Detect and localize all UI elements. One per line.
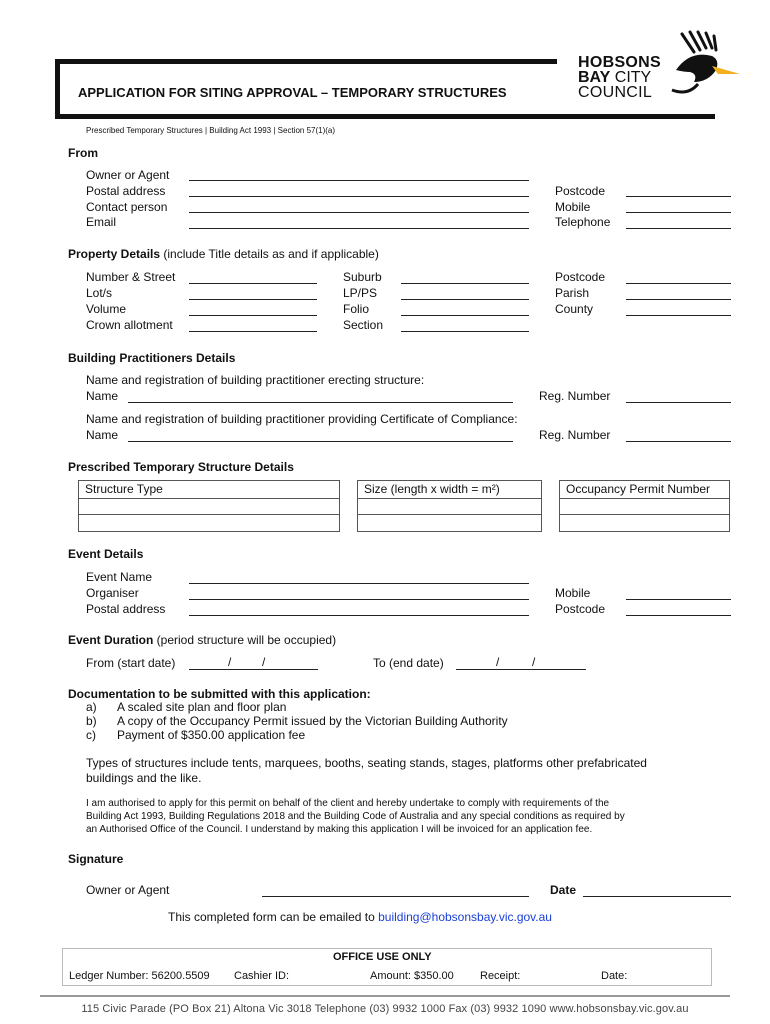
certificate-reg-field[interactable] bbox=[626, 441, 731, 442]
signature-field[interactable] bbox=[262, 896, 529, 897]
postal-address-field[interactable] bbox=[189, 196, 529, 197]
lot-label: Lot/s bbox=[86, 286, 113, 300]
structure-type-row-divider bbox=[79, 514, 339, 515]
duration-heading-note: (period structure will be occupied) bbox=[153, 633, 337, 647]
contact-person-label: Contact person bbox=[86, 200, 168, 214]
authorisation-line-1: I am authorised to apply for this permit on behalf of the client and hereby undertake to comply with requirements of the bbox=[86, 798, 610, 809]
property-heading bbox=[68, 247, 379, 261]
title-frame-top bbox=[55, 59, 557, 64]
erecting-name-field[interactable] bbox=[128, 402, 513, 403]
from-mobile-label: Mobile bbox=[555, 200, 591, 214]
structure-types-line-2: buildings and the like. bbox=[86, 771, 202, 785]
organiser-label: Organiser bbox=[86, 586, 139, 600]
folio-field[interactable] bbox=[401, 315, 529, 316]
footer-rule bbox=[40, 995, 730, 997]
volume-field[interactable] bbox=[189, 315, 317, 316]
duration-heading bbox=[68, 633, 336, 647]
signature-date-label: Date bbox=[550, 883, 577, 897]
property-heading-bold: Property Details bbox=[68, 247, 161, 261]
end-date-field[interactable] bbox=[456, 669, 586, 670]
office-use-heading: OFFICE USE ONLY bbox=[333, 951, 432, 963]
lpps-label: LP/PS bbox=[343, 286, 378, 300]
email-instruction bbox=[168, 910, 552, 924]
doc-item-b-text: A copy of the Occupancy Permit issued by the Victorian Building Authority bbox=[117, 714, 508, 728]
authorisation-line-2: Building Act 1993, Building Regulations 2018 and the Building Code of Australia and any special conditions as required by bbox=[86, 811, 625, 822]
parish-label: Parish bbox=[555, 286, 590, 300]
certificate-reg-label: Reg. Number bbox=[539, 428, 611, 442]
from-heading: From bbox=[68, 146, 98, 160]
section-field[interactable] bbox=[401, 331, 529, 332]
erecting-reg-label: Reg. Number bbox=[539, 389, 611, 403]
certificate-name-field[interactable] bbox=[128, 441, 513, 442]
structure-type-table[interactable] bbox=[78, 480, 340, 532]
folio-label: Folio bbox=[343, 302, 370, 316]
office-use-box bbox=[62, 948, 712, 986]
logo-line-2b: CITY bbox=[610, 69, 652, 86]
occupancy-permit-table[interactable] bbox=[559, 480, 730, 532]
duration-heading-bold: Event Duration bbox=[68, 633, 154, 647]
structure-type-header: Structure Type bbox=[79, 481, 339, 499]
lpps-field[interactable] bbox=[401, 299, 529, 300]
county-label: County bbox=[555, 302, 594, 316]
doc-item-c-text: Payment of $350.00 application fee bbox=[117, 728, 306, 742]
structure-size-row-divider bbox=[358, 514, 541, 515]
authorisation-line-3: an Authorised Office of the Council. I understand by making this application I will be invoiced for an application fee. bbox=[86, 824, 593, 835]
logo-line-2a: BAY bbox=[578, 69, 611, 86]
council-logo-text bbox=[578, 55, 661, 100]
email-field[interactable] bbox=[189, 228, 529, 229]
office-receipt: Receipt: bbox=[480, 970, 521, 982]
ledger-number: Ledger Number: 56200.5509 bbox=[69, 970, 210, 982]
start-date-slash-2: / bbox=[262, 655, 266, 669]
certificate-intro: Name and registration of building practitioner providing Certificate of Compliance: bbox=[86, 412, 518, 426]
doc-item-b-letter: b) bbox=[86, 714, 97, 728]
property-heading-note: (include Title details as and if applicable) bbox=[160, 247, 379, 261]
property-postcode-field[interactable] bbox=[626, 283, 731, 284]
number-street-field[interactable] bbox=[189, 283, 317, 284]
end-date-slash-2: / bbox=[532, 655, 536, 669]
owner-agent-field[interactable] bbox=[189, 180, 529, 181]
contact-person-field[interactable] bbox=[189, 212, 529, 213]
form-subtitle: Prescribed Temporary Structures | Building Act 1993 | Section 57(1)(a) bbox=[86, 126, 336, 135]
cashier-id: Cashier ID: bbox=[234, 970, 290, 982]
suburb-label: Suburb bbox=[343, 270, 382, 284]
crown-allotment-field[interactable] bbox=[189, 331, 317, 332]
email-link[interactable]: building@hobsonsbay.vic.gov.au bbox=[378, 910, 552, 924]
event-name-label: Event Name bbox=[86, 570, 153, 584]
parish-field[interactable] bbox=[626, 299, 731, 300]
erecting-name-label: Name bbox=[86, 389, 119, 403]
start-date-field[interactable] bbox=[189, 669, 318, 670]
erecting-reg-field[interactable] bbox=[626, 402, 731, 403]
event-postcode-label: Postcode bbox=[555, 602, 606, 616]
structure-size-table[interactable] bbox=[357, 480, 542, 532]
event-postal-field[interactable] bbox=[189, 615, 529, 616]
footer-address: 115 Civic Parade (PO Box 21) Altona Vic 3018 Telephone (03) 9932 1000 Fax (03) 9932 1090 www.hobsonsbay.vic.gov.au bbox=[81, 1003, 689, 1015]
logo-line-3: COUNCIL bbox=[578, 84, 653, 101]
form-title: APPLICATION FOR SITING APPROVAL – TEMPORARY STRUCTURES bbox=[78, 85, 507, 100]
event-postal-label: Postal address bbox=[86, 602, 166, 616]
office-date: Date: bbox=[601, 970, 628, 982]
start-date-label: From (start date) bbox=[86, 656, 176, 670]
office-amount: Amount: $350.00 bbox=[370, 970, 454, 982]
owner-agent-label: Owner or Agent bbox=[86, 168, 170, 182]
from-postcode-field[interactable] bbox=[626, 196, 731, 197]
doc-item-a-text: A scaled site plan and floor plan bbox=[117, 700, 287, 714]
property-postcode-label: Postcode bbox=[555, 270, 606, 284]
start-date-slash-1: / bbox=[228, 655, 232, 669]
volume-label: Volume bbox=[86, 302, 127, 316]
number-street-label: Number & Street bbox=[86, 270, 176, 284]
occupancy-permit-row-divider bbox=[560, 514, 729, 515]
title-frame-bottom bbox=[55, 114, 715, 119]
occupancy-permit-header: Occupancy Permit Number bbox=[560, 481, 729, 499]
doc-item-c-letter: c) bbox=[86, 728, 96, 742]
from-postcode-label: Postcode bbox=[555, 184, 606, 198]
email-label: Email bbox=[86, 215, 117, 229]
email-instruction-text: This completed form can be emailed to bbox=[168, 910, 379, 924]
signature-heading: Signature bbox=[68, 852, 124, 866]
pelican-logo-icon bbox=[668, 30, 742, 100]
end-date-slash-1: / bbox=[496, 655, 500, 669]
doc-item-a-letter: a) bbox=[86, 700, 97, 714]
erecting-intro: Name and registration of building practitioner erecting structure: bbox=[86, 373, 425, 387]
postal-address-label: Postal address bbox=[86, 184, 166, 198]
structure-size-header: Size (length x width = m²) bbox=[358, 481, 541, 499]
from-telephone-label: Telephone bbox=[555, 215, 611, 229]
structure-heading: Prescribed Temporary Structure Details bbox=[68, 460, 294, 474]
title-frame-left bbox=[55, 59, 60, 119]
from-telephone-field[interactable] bbox=[626, 228, 731, 229]
documentation-heading: Documentation to be submitted with this application: bbox=[68, 687, 371, 701]
end-date-label: To (end date) bbox=[373, 656, 444, 670]
practitioners-heading: Building Practitioners Details bbox=[68, 351, 236, 365]
logo-line-1: HOBSONS bbox=[578, 54, 661, 71]
structure-types-line-1: Types of structures include tents, marquees, booths, seating stands, stages, platforms other prefabricated bbox=[86, 756, 647, 770]
certificate-name-label: Name bbox=[86, 428, 119, 442]
signature-date-field[interactable] bbox=[583, 896, 731, 897]
signature-owner-label: Owner or Agent bbox=[86, 883, 170, 897]
event-name-field[interactable] bbox=[189, 583, 529, 584]
event-mobile-field[interactable] bbox=[626, 599, 731, 600]
county-field[interactable] bbox=[626, 315, 731, 316]
organiser-field[interactable] bbox=[189, 599, 529, 600]
event-mobile-label: Mobile bbox=[555, 586, 591, 600]
event-postcode-field[interactable] bbox=[626, 615, 731, 616]
section-label: Section bbox=[343, 318, 384, 332]
from-mobile-field[interactable] bbox=[626, 212, 731, 213]
event-heading: Event Details bbox=[68, 547, 144, 561]
lot-field[interactable] bbox=[189, 299, 317, 300]
crown-allotment-label: Crown allotment bbox=[86, 318, 173, 332]
suburb-field[interactable] bbox=[401, 283, 529, 284]
